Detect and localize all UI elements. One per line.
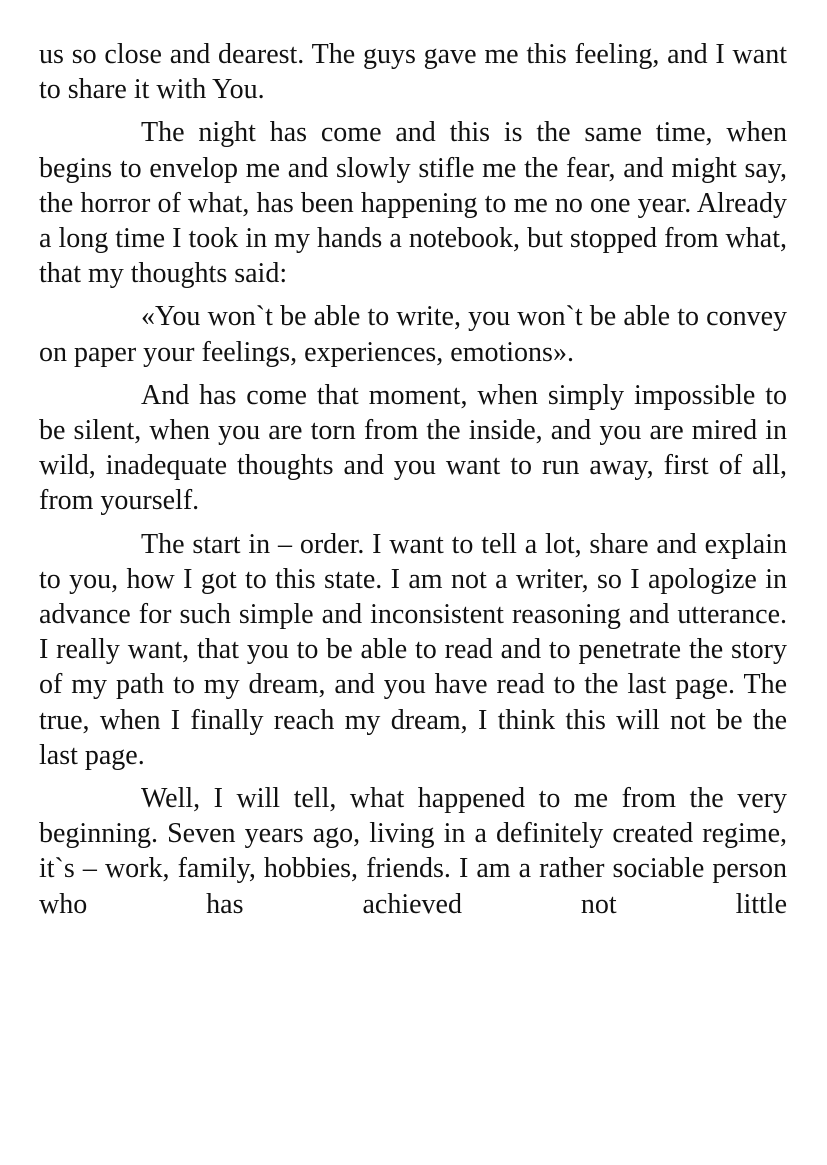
document-page bbox=[39, 37, 787, 930]
paragraph-beginning: Well, I will tell, what happened to me from the very beginning. Seven years ago, living in a definitely created regime, it`s – work, family, hobbies, friends. I am a rather sociable person who has achieved not little bbox=[39, 783, 787, 920]
paragraph-quote: «You won`t be able to write, you won`t be able to convey on paper your feelings, experiences, emotions». bbox=[39, 301, 787, 368]
paragraph-continuation: us so close and dearest. The guys gave me this feeling, and I want to share it with You. bbox=[39, 39, 787, 106]
paragraph-start: The start in – order. I want to tell a lot, share and explain to you, how I got to this state. I am not a writer, so I apologize in advance for such simple and inconsistent reasoning and utterance. I really want, that you to be able to read and to penetrate the story of my path to my dream, and you have read to the last page. The true, when I finally reach my dream, I think this will not be the last page. bbox=[39, 528, 787, 771]
paragraph-night: The night has come and this is the same time, when begins to envelop me and slowly stifle me the fear, and might say, the horror of what, has been happening to me no one year. Already a long time I took in my hands a notebook, but stopped from what, that my thoughts said: bbox=[39, 117, 787, 290]
paragraph-moment: And has come that moment, when simply impossible to be silent, when you are torn from the inside, and you are mired in wild, inadequate thoughts and you want to run away, first of all, from yourself. bbox=[39, 379, 787, 517]
